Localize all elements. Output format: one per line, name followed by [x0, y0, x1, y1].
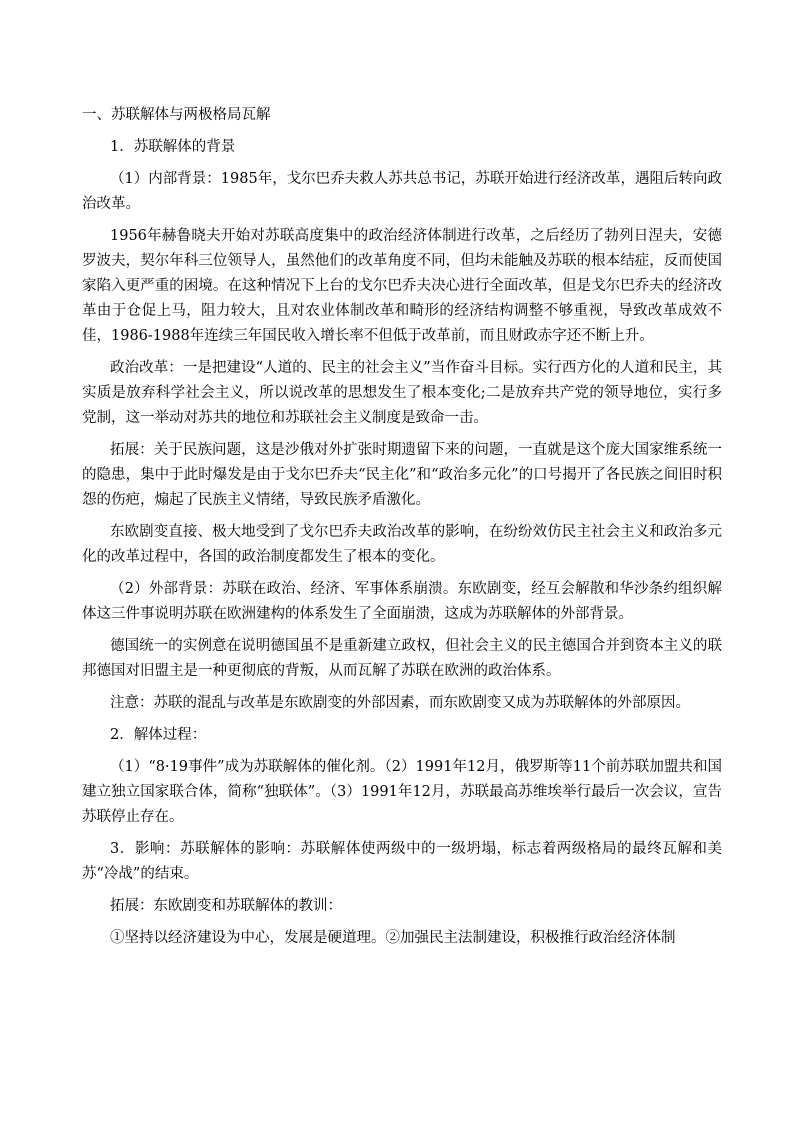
subsection-heading-process: 2．解体过程：	[110, 727, 207, 743]
paragraph-note: 注意：苏联的混乱与改革是东欧剧变的外部因素，而东欧剧变又成为苏联解体的外部原因。	[110, 695, 690, 711]
paragraph-political-reform: 政治改革：一是把建设“人道的、民主的社会主义”当作奋斗目标。实行西方化的人道和民主，其实质是放弃科学社会主义，所以说改革的思想发生了根本变化;二是放弃共产党的领导地位，实行多党制，这一举动对苏共的地位和苏联社会主义制度是致命一击。	[82, 360, 722, 426]
paragraph-lessons-list: ①坚持以经济建设为中心，发展是硬道理。②加强民主法制建设，积极推行政治经济体制	[110, 930, 676, 946]
paragraph-extension-ethnic: 拓展：关于民族问题，这是沙俄对外扩张时期遗留下来的问题，一直就是这个庞大国家维系统一的隐患，集中于此时爆发是由于戈尔巴乔夫“民主化”和“政治多元化”的口号揭开了各民族之间旧时积怨的伤疤，煽起了民族主义情绪，导致民族矛盾激化。	[82, 442, 722, 508]
paragraph-eastern-europe: 东欧剧变直接、极大地受到了戈尔巴乔夫政治改革的影响，在纷纷效仿民主社会主义和政治多元化的改革过程中，各国的政治制度都发生了根本的变化。	[82, 524, 722, 565]
subsection-heading-background: 1．苏联解体的背景	[110, 139, 236, 155]
paragraph-internal-background: （1）内部背景：1985年，戈尔巴乔夫救人苏共总书记，苏联开始进行经济改革，遇阻后转向政治改革。	[82, 171, 722, 212]
paragraph-extension-lessons: 拓展：东欧剧变和苏联解体的教训：	[110, 898, 342, 914]
document-body	[82, 103, 722, 958]
paragraph-impact: 3．影响：苏联解体的影响：苏联解体使两级中的一级坍塌，标志着两级格局的最终瓦解和美苏“冷战”的结束。	[82, 841, 722, 882]
section-heading: 一、苏联解体与两极格局瓦解	[82, 107, 271, 123]
paragraph-1956-reform: 1956年赫鲁晓夫开始对苏联高度集中的政治经济体制进行改革，之后经历了勃列日涅夫，安德罗波夫，契尔年科三位领导人，虽然他们的改革角度不同，但均未能触及苏联的根本结症，反而使国家陷入更严重的困境。在这种情况下上台的戈尔巴乔夫决心进行全面改革，但是戈尔巴乔夫的经济改革由于仓促上马，阻力较大，且对农业体制改革和畸形的经济结构调整不够重视，导致改革成效不佳，1986-1988年连续三年国民收入增长率不但低于改革前，而且财政赤字还不断上升。	[82, 228, 722, 344]
paragraph-dissolution-process: （1）“8·19事件”成为苏联解体的催化剂。（2）1991年12月，俄罗斯等11个前苏联加盟共和国建立独立国家联合体，简称“独联体”。（3）1991年12月，苏联最高苏维埃举行最后一次会议，宣告苏联停止存在。	[82, 759, 722, 825]
paragraph-external-background: （2）外部背景：苏联在政治、经济、军事体系崩溃。东欧剧变，经互会解散和华沙条约组织解体这三件事说明苏联在欧洲建构的体系发生了全面崩溃，这成为苏联解体的外部背景。	[82, 581, 722, 622]
paragraph-german-unification: 德国统一的实例意在说明德国虽不是重新建立政权，但社会主义的民主德国合并到资本主义的联邦德国对旧盟主是一种更彻底的背叛，从而瓦解了苏联在欧洲的政治体系。	[82, 638, 722, 679]
